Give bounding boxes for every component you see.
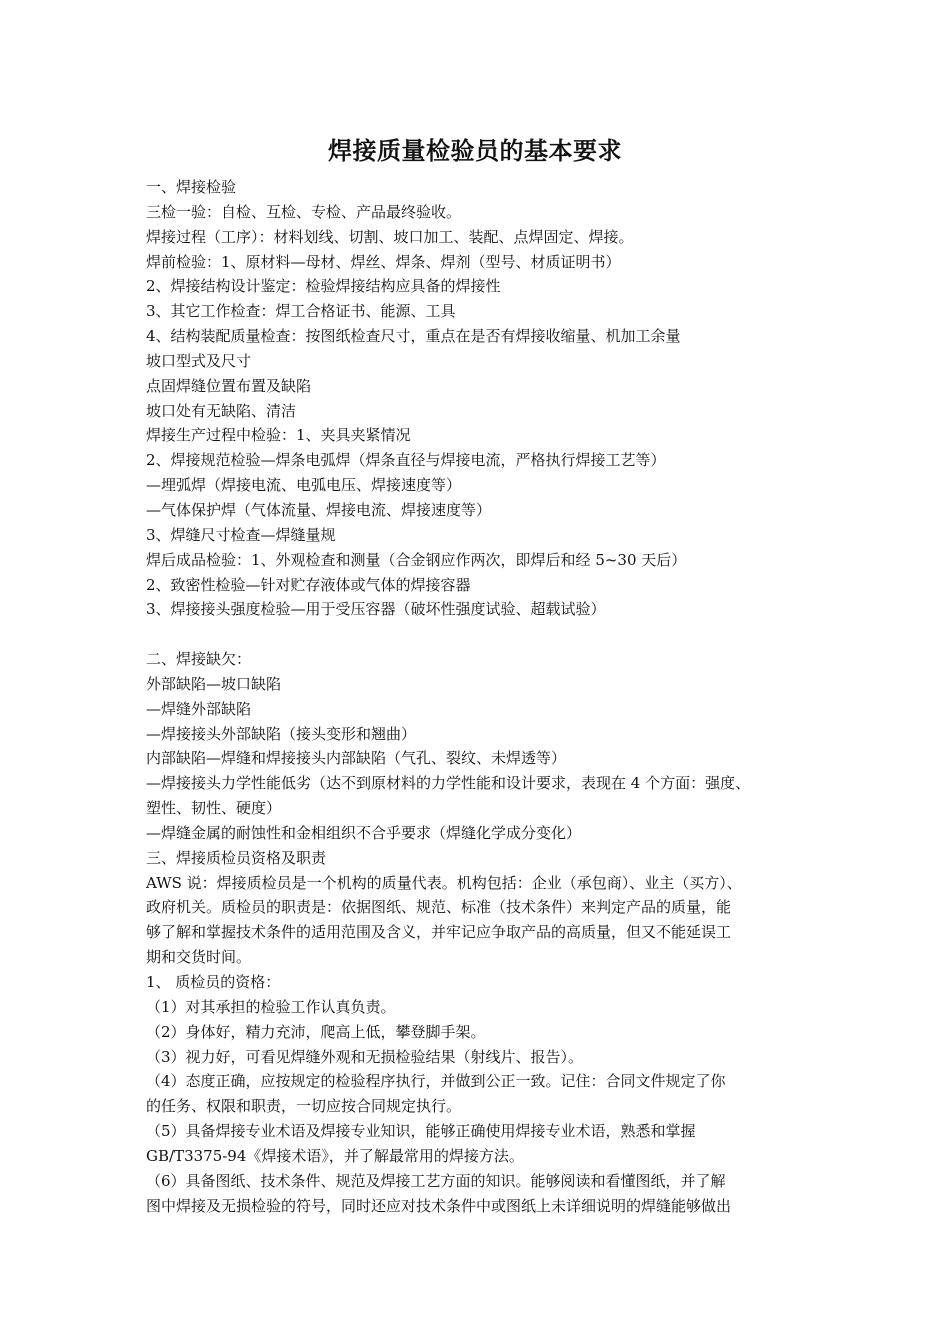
document-line: 图中焊接及无损检验的符号，同时还应对技术条件中或图纸上未详细说明的焊缝能够做出 — [146, 1196, 732, 1215]
document-line: 焊接生产过程中检验：1、夹具夹紧情况 — [146, 426, 411, 445]
document-line: —埋弧焊（焊接电流、电弧电压、焊接速度等） — [146, 476, 462, 495]
document-line — [146, 622, 818, 647]
document-line: GB/T3375-94《焊接术语》，并了解最常用的焊接方法。 — [146, 1146, 524, 1165]
document-title: 焊接质量检验员的基本要求 — [328, 136, 622, 165]
document-line: 焊后成品检验：1、外观检查和测量（合金钢应作两次，即焊后和经 5~30 天后） — [146, 550, 687, 569]
document-line: （3）视力好，可看见焊缝外观和无损检验结果（射线片、报告）。 — [146, 1047, 584, 1066]
document-line: —焊缝金属的耐蚀性和金相组织不合乎要求（焊缝化学成分变化） — [146, 823, 582, 842]
document-line: （5）具备焊接专业术语及焊接专业知识，能够正确使用焊接专业术语，熟悉和掌握 — [146, 1122, 696, 1141]
document-line: （1）对其承担的检验工作认真负责。 — [146, 997, 396, 1016]
document-line: 4、结构装配质量检查：按图纸检查尺寸，重点在是否有焊接收缩量、机加工余量 — [146, 327, 681, 346]
document-line: 二、焊接缺欠： — [146, 650, 252, 669]
document-line: 坡口型式及尺寸 — [146, 351, 252, 370]
document-line: （4）态度正确，应按规定的检验程序执行，并做到公正一致。记住：合同文件规定了你 — [146, 1072, 726, 1091]
document-line: 一、焊接检验 — [146, 178, 237, 196]
document-line: —焊接接头力学性能低劣（达不到原材料的力学性能和设计要求，表现在 4 个方面：强度、 — [146, 774, 751, 793]
document-line: 3、焊缝尺寸检查—焊缝量规 — [146, 525, 336, 544]
document-line: 2、焊接结构设计鉴定：检验焊接结构应具备的焊接性 — [146, 277, 501, 296]
document-line: 焊接过程（工序）：材料划线、切割、坡口加工、装配、点焊固定、焊接。 — [146, 227, 634, 246]
document-line: 3、其它工作检查：焊工合格证书、能源、工具 — [146, 302, 456, 321]
document-line: 坡口处有无缺陷、清洁 — [146, 401, 297, 420]
document-line: 焊前检验：1、原材料—母材、焊丝、焊条、焊剂（型号、材质证明书） — [146, 252, 621, 271]
document-line: AWS 说：焊接质检员是一个机构的质量代表。机构包括：企业（承包商）、业主（买方）、 — [146, 873, 742, 892]
document-line: 政府机关。质检员的职责是：依据图纸、规范、标准（技术条件）来判定产品的质量，能 — [146, 898, 732, 917]
document-line: —焊接接头外部缺陷（接头变形和翘曲） — [146, 724, 417, 743]
document-line: 够了解和掌握技术条件的适用范围及含义，并牢记应争取产品的高质量，但又不能延误工 — [146, 923, 732, 942]
document-body — [146, 175, 818, 1218]
document-line: 塑性、韧性、硬度） — [146, 799, 282, 818]
document-line: （6）具备图纸、技术条件、规范及焊接工艺方面的知识。能够阅读和看懂图纸，并了解 — [146, 1171, 726, 1190]
document-line: 期和交货时间。 — [146, 948, 252, 967]
document-line: 2、焊接规范检验—焊条电弧焊（焊条直径与焊接电流，严格执行焊接工艺等） — [146, 451, 666, 470]
document-line: 3、焊接接头强度检验—用于受压容器（破坏性强度试验、超载试验） — [146, 600, 606, 619]
document-line: 三检一验：自检、互检、专检、产品最终验收。 — [146, 202, 462, 221]
document-line: 2、致密性检验—针对贮存液体或气体的焊接容器 — [146, 575, 471, 594]
document-line: 的任务、权限和职责，一切应按合同规定执行。 — [146, 1097, 462, 1116]
document-line: 内部缺陷—焊缝和焊接接头内部缺陷（气孔、裂纹、未焊透等） — [146, 749, 567, 768]
document-line: 外部缺陷—坡口缺陷 — [146, 674, 282, 693]
document-line: （2）身体好，精力充沛，爬高上低，攀登脚手架。 — [146, 1022, 486, 1041]
document-line: —气体保护焊（气体流量、焊接电流、焊接速度等） — [146, 500, 492, 519]
document-line: 1、 质检员的资格： — [146, 973, 281, 991]
document-line: 点固焊缝位置布置及缺陷 — [146, 376, 312, 395]
document-line: 三、焊接质检员资格及职责 — [146, 848, 327, 867]
document-line: —焊缝外部缺陷 — [146, 699, 252, 718]
